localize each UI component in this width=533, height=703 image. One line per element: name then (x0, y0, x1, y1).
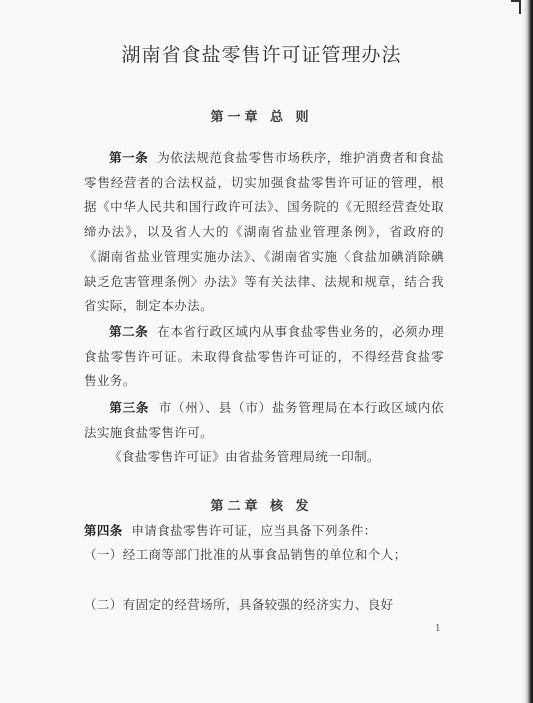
article-3 (84, 396, 444, 445)
document-title: 湖南省食盐零售许可证管理办法 (121, 44, 402, 66)
chapter-heading-1: 第一章 总 则 (210, 110, 313, 125)
article-3-paragraph-2-text: 《食盐零售许可证》由省盐务管理局统一印制。 (109, 449, 380, 464)
article-1-label: 第一条 (109, 150, 149, 165)
article-3-paragraph-2 (84, 445, 444, 470)
article-4 (84, 519, 444, 544)
article-2 (84, 320, 444, 394)
condition-item-2-text: （二）有固定的经营场所，具备较强的经济实力、良好 (84, 597, 394, 612)
article-4-text: 申请食盐零售许可证，应当具备下列条件： (131, 523, 377, 538)
article-2-label: 第二条 (109, 324, 149, 339)
article-3-text: 市（州）、县（市）盐务管理局在本行政区域内依法实施食盐零售许可。 (84, 400, 445, 440)
article-1-text: 为依法规范食盐零售市场秩序，维护消费者和食盐零售经营者的合法权益，切实加强食盐零售许可证的管理，根据《中华人民共和国行政许可法》、国务院的《无照经营查处取缔办法》，以及省人大的《湖南省盐业管理条例》，省政府的《湖南省盐业管理实施办法》、《湖南省实施〈食盐加碘消除碘缺乏危害管理条例〉办法》等有关法律、法规和规章，结合我省实际，制定本办法。 (84, 150, 445, 314)
page-number: 1 (435, 624, 441, 634)
article-2-text: 在本省行政区域内从事食盐零售业务的，必须办理食盐零售许可证。未取得食盐零售许可证的，不得经营食盐零售业务。 (84, 324, 445, 389)
article-4-label: 第四条 (84, 523, 123, 538)
article-3-label: 第三条 (109, 400, 150, 415)
chapter-heading-2: 第二章 核 发 (210, 499, 313, 514)
condition-item-1-text: （一）经工商等部门批准的从事食品销售的单位和个人； (84, 547, 407, 562)
corner-mark (511, 0, 521, 14)
condition-item-2 (84, 593, 444, 618)
scan-edge (523, 0, 533, 703)
condition-item-1 (84, 543, 444, 568)
article-1 (84, 146, 444, 319)
